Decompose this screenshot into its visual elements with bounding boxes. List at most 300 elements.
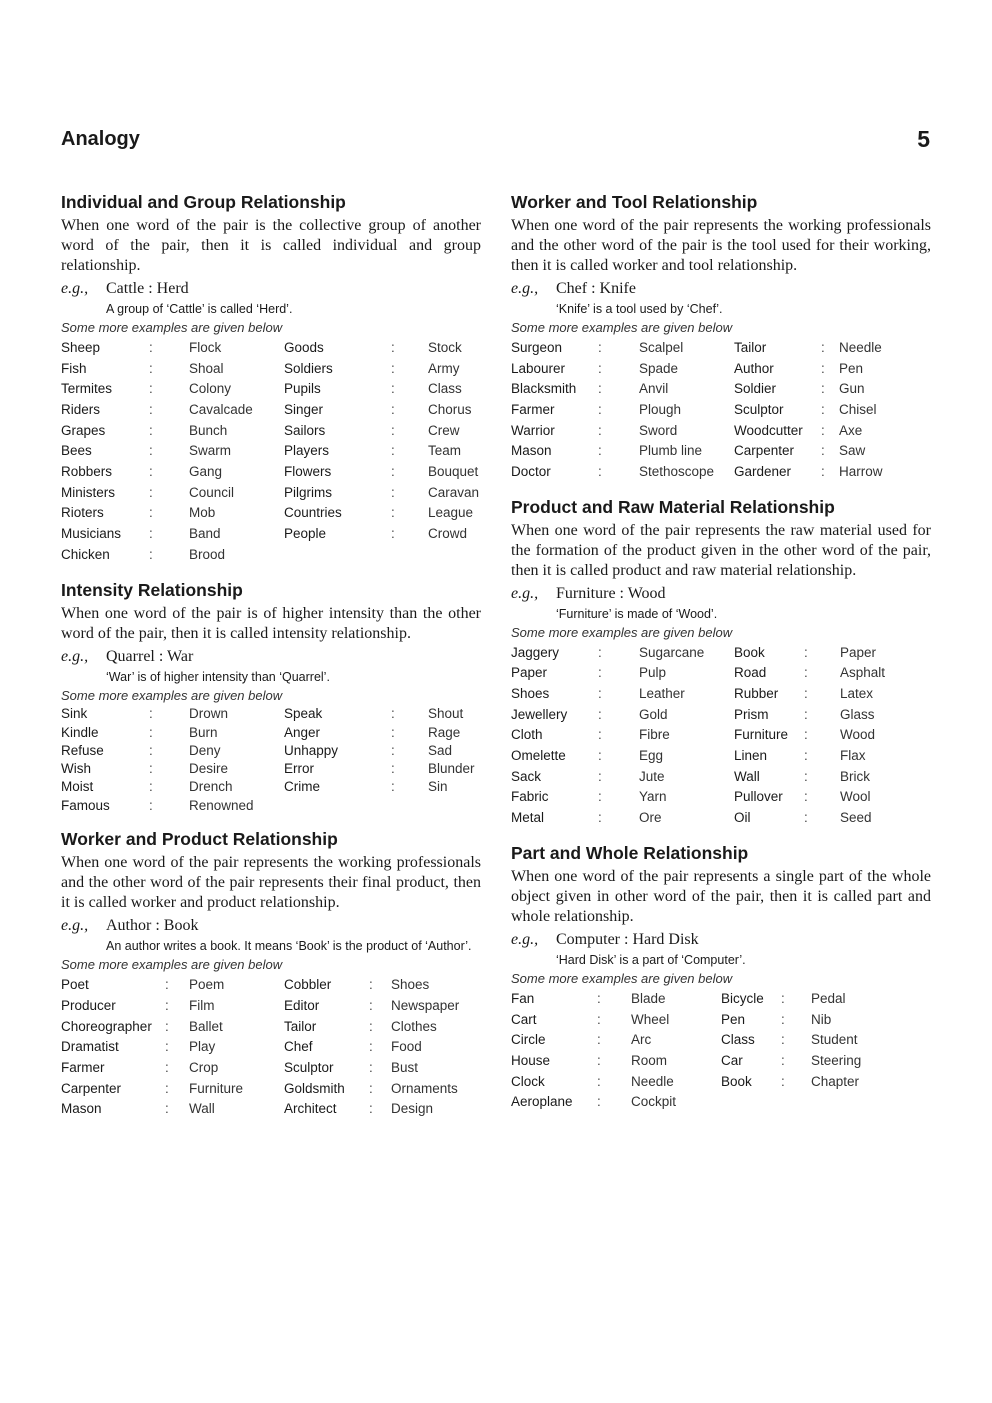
separator: :	[804, 810, 808, 826]
match-right: Brick	[840, 768, 870, 784]
separator: :	[597, 1094, 601, 1110]
match-left: Plough	[639, 401, 682, 417]
section-title: Worker and Tool Relationship	[511, 192, 758, 212]
match-left: Furniture	[189, 1080, 244, 1096]
table-row	[61, 995, 481, 1016]
word-right: Error	[284, 761, 314, 777]
example-note: ‘Knife’ is a tool used by ‘Chef’.	[556, 302, 723, 316]
separator: :	[149, 443, 153, 459]
match-left: Council	[189, 484, 235, 500]
examples-table	[511, 642, 931, 828]
example-pair: Chef : Knife	[556, 280, 636, 297]
match-right: Asphalt	[840, 665, 886, 681]
match-right: Stock	[428, 339, 462, 355]
separator: :	[598, 422, 602, 438]
match-right	[811, 1091, 931, 1112]
separator: :	[149, 505, 153, 521]
separator: :	[821, 463, 825, 479]
section-part-whole	[511, 842, 931, 1112]
word-right: Gardener	[734, 463, 792, 479]
separator: :	[598, 401, 602, 417]
separator: :	[391, 484, 395, 500]
match-left: Renowned	[189, 797, 254, 813]
word-right: Class	[721, 1032, 755, 1048]
separator: :	[149, 339, 153, 355]
section-title: Part and Whole Relationship	[511, 843, 749, 863]
separator: :	[391, 422, 395, 438]
separator: :	[149, 797, 153, 813]
table-row	[61, 1078, 481, 1099]
separator: :	[165, 1039, 169, 1055]
match-left: Gang	[189, 463, 223, 479]
match-right: Design	[391, 1101, 434, 1117]
separator: :	[821, 381, 825, 397]
word-left: Omelette	[511, 748, 566, 764]
word-right: Author	[734, 360, 774, 376]
word-left: Warrior	[511, 422, 555, 438]
separator: :	[598, 768, 602, 784]
separator: :	[804, 748, 808, 764]
example-line	[511, 929, 931, 951]
example-note: ‘Furniture’ is made of ‘Wood’.	[556, 606, 718, 621]
separator: :	[391, 761, 395, 777]
match-left: Ore	[639, 810, 662, 826]
separator: :	[804, 644, 808, 660]
match-right: Wood	[840, 727, 876, 743]
word-left: Jewellery	[511, 706, 568, 722]
match-right: Sad	[428, 742, 453, 758]
separator: :	[598, 748, 602, 764]
match-right: Glass	[840, 706, 875, 722]
match-left: Sword	[639, 422, 678, 438]
example-note: ‘Hard Disk’ is a part of ‘Computer’.	[556, 953, 746, 967]
match-right: Army	[428, 360, 460, 376]
table-row	[511, 358, 931, 379]
example-line	[511, 583, 931, 605]
separator: :	[391, 505, 395, 521]
separator: :	[149, 422, 153, 438]
word-right: Road	[734, 665, 767, 681]
word-right: Furniture	[734, 727, 789, 743]
example-pair: Author : Book	[106, 917, 199, 935]
table-row	[511, 1050, 931, 1071]
separator: :	[597, 990, 601, 1006]
example-note: An author writes a book. It means ‘Book’ is the product of ‘Author’.	[106, 939, 472, 954]
separator: :	[598, 381, 602, 397]
word-left: Robbers	[61, 463, 113, 479]
word-right: Sculptor	[734, 401, 784, 417]
separator: :	[165, 1101, 169, 1117]
word-right: Speak	[284, 706, 323, 722]
word-right: Sailors	[284, 422, 326, 438]
separator: :	[598, 789, 602, 805]
word-right: Pupils	[284, 381, 321, 397]
table-row	[511, 440, 931, 461]
separator: :	[165, 1018, 169, 1034]
table-row	[511, 337, 931, 358]
separator: :	[165, 1080, 169, 1096]
word-left: Producer	[61, 997, 116, 1013]
eg-label: e.g.,	[61, 647, 89, 665]
separator: :	[391, 526, 395, 542]
separator: :	[149, 526, 153, 542]
word-right: Pilgrims	[284, 484, 333, 500]
table-row	[61, 482, 481, 503]
word-right	[284, 796, 391, 814]
match-right: Pen	[839, 360, 864, 376]
eg-label: e.g.,	[511, 584, 539, 602]
word-left: Fish	[61, 360, 87, 376]
word-left: Musicians	[61, 526, 122, 542]
word-right: Soldier	[734, 381, 777, 397]
table-row	[61, 741, 481, 759]
table-row	[511, 378, 931, 399]
section-worker-product	[61, 828, 481, 1119]
word-left: Sink	[61, 706, 88, 722]
word-right: Carpenter	[734, 443, 795, 459]
match-left: Wall	[189, 1101, 215, 1117]
word-right: Singer	[284, 401, 324, 417]
word-left: Ministers	[61, 484, 116, 500]
section-intensity	[61, 579, 481, 815]
word-right: Soldiers	[284, 360, 333, 376]
match-right: Chisel	[839, 401, 877, 417]
example-pair: Furniture : Wood	[556, 584, 666, 602]
word-left: Carpenter	[61, 1080, 122, 1096]
match-left: Plumb line	[639, 443, 703, 459]
table-row	[511, 399, 931, 420]
word-right: Unhappy	[284, 742, 339, 758]
word-right: Bicycle	[721, 990, 764, 1006]
word-left: Doctor	[511, 463, 551, 479]
word-right: Rubber	[734, 686, 779, 702]
match-left: Gold	[639, 706, 668, 722]
separator: :	[598, 360, 602, 376]
examples-table	[511, 337, 931, 482]
match-right: Chapter	[811, 1073, 860, 1089]
word-left: Fabric	[511, 789, 549, 805]
table-row	[61, 358, 481, 379]
match-left: Egg	[639, 748, 664, 764]
match-right: League	[428, 505, 474, 521]
table-row	[61, 1057, 481, 1078]
word-left: Sheep	[61, 339, 101, 355]
word-left: House	[511, 1052, 551, 1068]
table-row	[61, 759, 481, 777]
section-description: When one word of the pair represents the raw material used for the formation of the product given in the other word of the pair, then it is called product and raw material relationship.	[511, 521, 931, 579]
separator: :	[391, 779, 395, 795]
word-left: Bees	[61, 443, 92, 459]
separator: :	[781, 1032, 785, 1048]
match-right: Blunder	[428, 761, 475, 777]
match-left: Mob	[189, 505, 216, 521]
match-right: Clothes	[391, 1018, 437, 1034]
match-left: Anvil	[639, 381, 669, 397]
table-row	[61, 1098, 481, 1119]
separator: :	[804, 686, 808, 702]
more-examples-caption: Some more examples are given below	[511, 624, 733, 640]
table-row	[511, 745, 931, 766]
word-right: Flowers	[284, 463, 332, 479]
word-left: Labourer	[511, 360, 566, 376]
separator: :	[391, 339, 395, 355]
table-row	[61, 723, 481, 741]
match-right: Food	[391, 1039, 422, 1055]
separator: :	[597, 1073, 601, 1089]
separator: :	[391, 463, 395, 479]
separator: :	[391, 706, 395, 722]
word-right: Pen	[721, 1011, 746, 1027]
word-right: Architect	[284, 1101, 337, 1117]
match-left: Pulp	[639, 665, 667, 681]
word-right: Book	[721, 1073, 752, 1089]
word-right: Cobbler	[284, 977, 332, 993]
table-row	[511, 1009, 931, 1030]
page-header-title: Analogy	[61, 128, 140, 150]
word-left: Farmer	[61, 1059, 105, 1075]
match-right: Harrow	[839, 463, 883, 479]
word-left: Refuse	[61, 742, 104, 758]
match-left: Jute	[639, 768, 665, 784]
match-left: Drown	[189, 706, 229, 722]
word-left: Chicken	[61, 546, 110, 562]
eg-label: e.g.,	[511, 280, 539, 297]
match-left: Spade	[639, 360, 679, 376]
separator: :	[149, 779, 153, 795]
match-left: Yarn	[639, 789, 667, 805]
match-left: Burn	[189, 724, 218, 740]
word-left: Kindle	[61, 724, 99, 740]
separator: :	[597, 1052, 601, 1068]
table-row	[61, 778, 481, 796]
match-right: Wool	[840, 789, 871, 805]
separator: :	[598, 339, 602, 355]
match-left: Ballet	[189, 1018, 223, 1034]
separator	[391, 544, 428, 565]
table-row	[61, 440, 481, 461]
separator: :	[804, 706, 808, 722]
word-left: Mason	[61, 1101, 102, 1117]
separator: :	[149, 546, 153, 562]
word-left: Aeroplane	[511, 1094, 573, 1110]
match-right: Saw	[839, 443, 866, 459]
right-column	[511, 191, 931, 1126]
word-left: Famous	[61, 797, 110, 813]
example-pair: Computer : Hard Disk	[556, 931, 699, 948]
table-row	[61, 1016, 481, 1037]
table-row	[61, 544, 481, 565]
table-row	[61, 974, 481, 995]
word-right: Editor	[284, 997, 320, 1013]
eg-label: e.g.,	[511, 931, 539, 948]
word-left: Fan	[511, 990, 535, 1006]
word-right: Oil	[734, 810, 751, 826]
more-examples-caption: Some more examples are given below	[511, 971, 733, 986]
separator: :	[598, 644, 602, 660]
match-left: Wheel	[631, 1011, 670, 1027]
match-left: Scalpel	[639, 339, 684, 355]
example-line	[61, 278, 481, 300]
match-left: Crop	[189, 1059, 219, 1075]
separator: :	[391, 360, 395, 376]
match-right: Shout	[428, 706, 464, 722]
match-right: Crew	[428, 422, 460, 438]
match-left: Poem	[189, 977, 225, 993]
word-right: Goods	[284, 339, 324, 355]
page-number: 5	[917, 126, 930, 152]
match-left: Fibre	[639, 727, 670, 743]
match-right: Ornaments	[391, 1080, 458, 1096]
word-right: Pullover	[734, 789, 783, 805]
match-right: Latex	[840, 686, 874, 702]
match-left: Sugarcane	[639, 644, 705, 660]
separator: :	[149, 706, 153, 722]
word-right: Crime	[284, 779, 320, 795]
table-row	[61, 503, 481, 524]
match-right: Crowd	[428, 526, 468, 542]
match-right: Axe	[839, 422, 863, 438]
word-left: Surgeon	[511, 339, 563, 355]
separator: :	[598, 727, 602, 743]
word-left: Cloth	[511, 727, 543, 743]
more-examples-caption: Some more examples are given below	[61, 320, 283, 335]
match-left: Film	[189, 997, 215, 1013]
separator: :	[165, 997, 169, 1013]
separator: :	[369, 1059, 373, 1075]
match-right: Pedal	[811, 990, 846, 1006]
section-description: When one word of the pair is the collective group of another word of the pair, then it is called individual and group relationship.	[61, 217, 481, 274]
section-title: Individual and Group Relationship	[61, 192, 346, 212]
word-right: Prism	[734, 706, 769, 722]
match-left: Room	[631, 1052, 668, 1068]
word-left: Riders	[61, 401, 101, 417]
match-left: Leather	[639, 686, 685, 702]
eg-label: e.g.,	[61, 917, 89, 935]
separator: :	[165, 1059, 169, 1075]
match-right: Needle	[839, 339, 882, 355]
separator: :	[804, 665, 808, 681]
separator: :	[369, 997, 373, 1013]
separator: :	[781, 1073, 785, 1089]
separator: :	[149, 360, 153, 376]
separator: :	[369, 1039, 373, 1055]
word-left: Sack	[511, 768, 542, 784]
word-right: Wall	[734, 768, 760, 784]
table-row	[511, 988, 931, 1009]
table-row	[511, 725, 931, 746]
separator: :	[781, 990, 785, 1006]
separator: :	[149, 401, 153, 417]
match-right: Bust	[391, 1059, 419, 1075]
word-left: Circle	[511, 1032, 546, 1048]
word-left: Choreographer	[61, 1018, 152, 1034]
example-note: ‘War’ is of higher intensity than ‘Quarrel’.	[106, 669, 330, 684]
word-right: Car	[721, 1052, 743, 1068]
table-row	[511, 1071, 931, 1092]
match-right: Sin	[428, 779, 448, 795]
separator: :	[821, 443, 825, 459]
word-right: Tailor	[734, 339, 767, 355]
more-examples-caption: Some more examples are given below	[511, 320, 733, 335]
separator: :	[149, 761, 153, 777]
match-right	[428, 796, 481, 814]
word-right: Sculptor	[284, 1059, 334, 1075]
separator: :	[598, 686, 602, 702]
match-left: Drench	[189, 779, 233, 795]
word-left: Rioters	[61, 505, 104, 521]
match-left: Play	[189, 1039, 216, 1055]
match-right: Student	[811, 1032, 858, 1048]
separator: :	[369, 1101, 373, 1117]
match-left: Band	[189, 526, 221, 542]
separator: :	[391, 401, 395, 417]
separator: :	[391, 381, 395, 397]
table-row	[61, 705, 481, 723]
match-right: Nib	[811, 1011, 832, 1027]
table-row	[511, 420, 931, 441]
word-left: Cart	[511, 1011, 537, 1027]
match-left: Shoal	[189, 360, 224, 376]
match-left: Blade	[631, 990, 666, 1006]
match-right: Seed	[840, 810, 872, 826]
example-note: A group of ‘Cattle’ is called ‘Herd’.	[106, 302, 293, 316]
more-examples-caption: Some more examples are given below	[61, 687, 283, 703]
match-right: Paper	[840, 644, 877, 660]
table-row	[61, 1036, 481, 1057]
separator: :	[391, 443, 395, 459]
match-right: Bouquet	[428, 463, 479, 479]
example-line	[61, 646, 481, 668]
section-product-raw-material	[511, 496, 931, 828]
section-description: When one word of the pair represents the working professionals and the other word of the pair represents their final product, then it is called worker and product relationship.	[61, 854, 481, 912]
table-row	[511, 787, 931, 808]
separator: :	[598, 810, 602, 826]
separator: :	[597, 1011, 601, 1027]
word-left: Wish	[61, 761, 91, 777]
table-row	[61, 523, 481, 544]
word-right: Players	[284, 443, 330, 459]
table-row	[511, 663, 931, 684]
table-row	[511, 683, 931, 704]
separator: :	[391, 724, 395, 740]
word-right: Woodcutter	[734, 422, 803, 438]
table-row	[61, 378, 481, 399]
match-right: Caravan	[428, 484, 480, 500]
separator: :	[369, 1018, 373, 1034]
table-row	[511, 642, 931, 663]
section-description: When one word of the pair represents the working professionals and the other word of the pair is the tool used for their working, then it is called worker and tool relationship.	[511, 217, 931, 274]
table-row	[511, 766, 931, 787]
example-pair: Cattle : Herd	[106, 280, 189, 297]
example-pair: Quarrel : War	[106, 647, 194, 665]
more-examples-caption: Some more examples are given below	[61, 957, 283, 973]
word-right	[721, 1091, 781, 1112]
section-title: Intensity Relationship	[61, 579, 243, 600]
table-row	[511, 704, 931, 725]
match-right: Steering	[811, 1052, 862, 1068]
separator: :	[804, 727, 808, 743]
word-right: People	[284, 526, 327, 542]
separator: :	[804, 768, 808, 784]
word-left: Paper	[511, 665, 548, 681]
table-row	[511, 807, 931, 828]
separator	[781, 1091, 811, 1112]
word-left: Grapes	[61, 422, 106, 438]
examples-table	[511, 988, 931, 1112]
separator: :	[598, 463, 602, 479]
word-left: Metal	[511, 810, 545, 826]
examples-table	[61, 974, 481, 1119]
